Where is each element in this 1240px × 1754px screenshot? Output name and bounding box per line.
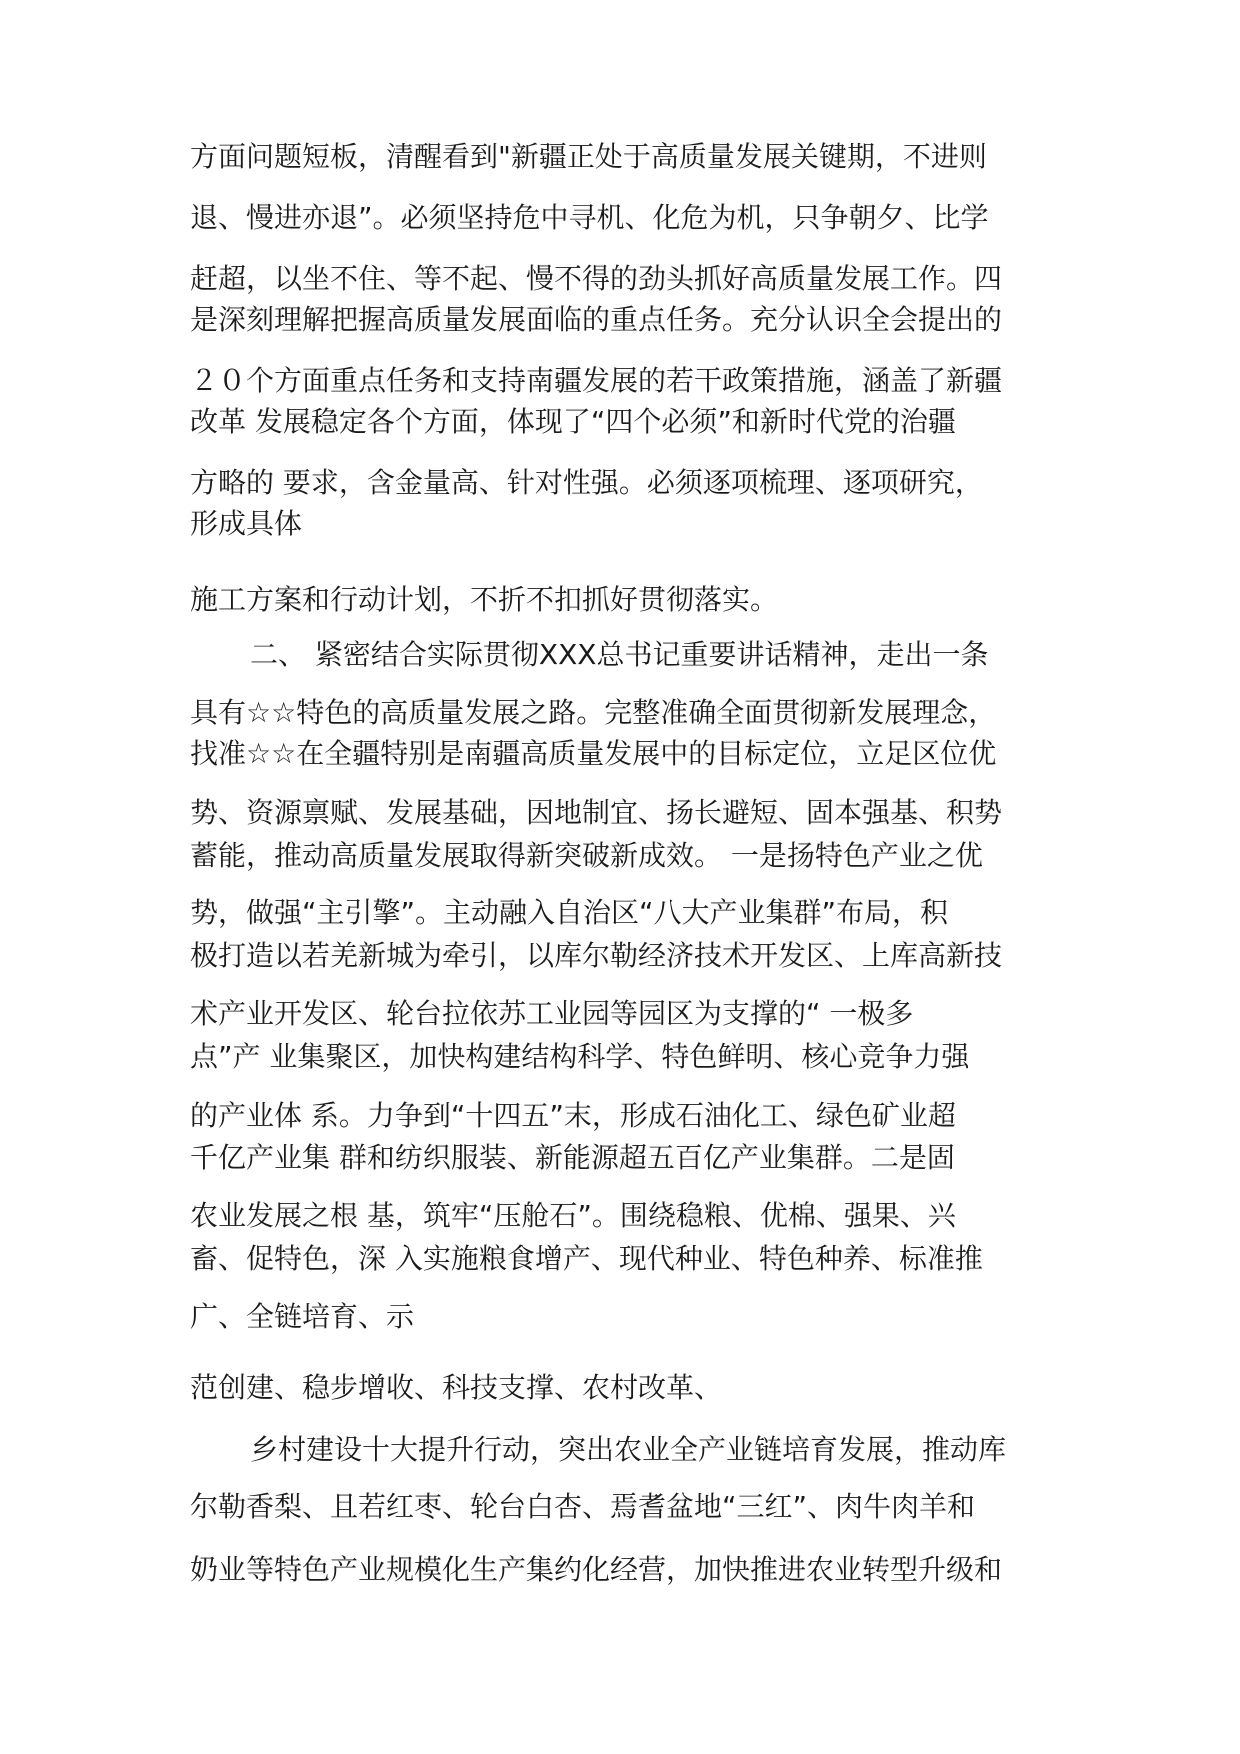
text-line: 点”产 业集聚区，加快构建结构科学、特色鲜明、核心竞争力强: [190, 1040, 970, 1073]
text-line: 畜、促特色，深 入实施粮食增产、现代种业、特色种养、标准推: [190, 1242, 983, 1275]
text-line: 极打造以若羌新城为牵引，以库尔勒经济技术开发区、上库高新技: [190, 939, 1003, 972]
text-line: 退、慢进亦退”。必须坚持危中寻机、化危为机，只争朝夕、比学: [190, 201, 989, 234]
text-line: 蓄能，推动高质量发展取得新突破新成效。 一是扬特色产业之优: [190, 839, 983, 872]
text-line: 的产业体 系。力争到“十四五”末，形成石油化工、绿色矿业超: [190, 1099, 956, 1132]
text-line: 范创建、稳步增收、科技支撑、农村改革、: [190, 1371, 723, 1404]
text-line: 奶业等特色产业规模化生产集约化经营，加快推进农业转型升级和: [190, 1553, 1003, 1586]
text-line: ２０个方面重点任务和支持南疆发展的若干政策措施，涵盖了新疆: [190, 364, 1003, 397]
text-line: 广、全链培育、示: [190, 1300, 415, 1333]
text-line: 势，做强“主引擎”。主动融入自治区“八大产业集群”布局，积: [190, 896, 949, 929]
text-line: 施工方案和行动计划，不折不扣抓好贯彻落实。: [190, 583, 779, 616]
text-line: 找准☆☆在全疆特别是南疆高质量发展中的目标定位，立足区位优: [190, 737, 997, 770]
section-heading-line: 二、 紧密结合实际贯彻XXX总书记重要讲话精神，走出一条: [250, 638, 989, 671]
text-line: 方面问题短板，清醒看到"新疆正处于高质量发展关键期，不进则: [190, 140, 987, 173]
text-line: 是深刻理解把握高质量发展面临的重点任务。充分认识全会提出的: [190, 303, 1003, 336]
text-line: 方略的 要求，含金量高、针对性强。必须逐项梳理、逐项研究，: [190, 466, 983, 499]
text-line: 农业发展之根 基，筑牢“压舱石”。围绕稳粮、优棉、强果、兴: [190, 1199, 956, 1232]
text-line: 形成具体: [190, 507, 303, 540]
text-line: 势、资源禀赋、发展基础，因地制宜、扬长避短、固本强基、积势: [190, 796, 1003, 829]
text-line: 赶超，以坐不住、等不起、慢不得的劲头抓好高质量发展工作。四: [190, 262, 1003, 295]
text-line: 乡村建设十大提升行动，突出农业全产业链培育发展，推动库: [250, 1433, 1007, 1466]
text-line: 千亿产业集 群和纺织服装、新能源超五百亿产业集群。二是固: [190, 1141, 955, 1174]
text-line: 术产业开发区、轮台拉依苏工业园等园区为支撑的“ 一极多: [190, 997, 914, 1030]
text-line: 改革 发展稳定各个方面，体现了“四个必须”和新时代党的治疆: [190, 405, 956, 438]
text-line: 尔勒香梨、且若红枣、轮台白杏、焉耆盆地“三红”、肉牛肉羊和: [190, 1490, 976, 1523]
text-line: 具有☆☆特色的高质量发展之路。完整准确全面贯彻新发展理念，: [190, 696, 997, 729]
